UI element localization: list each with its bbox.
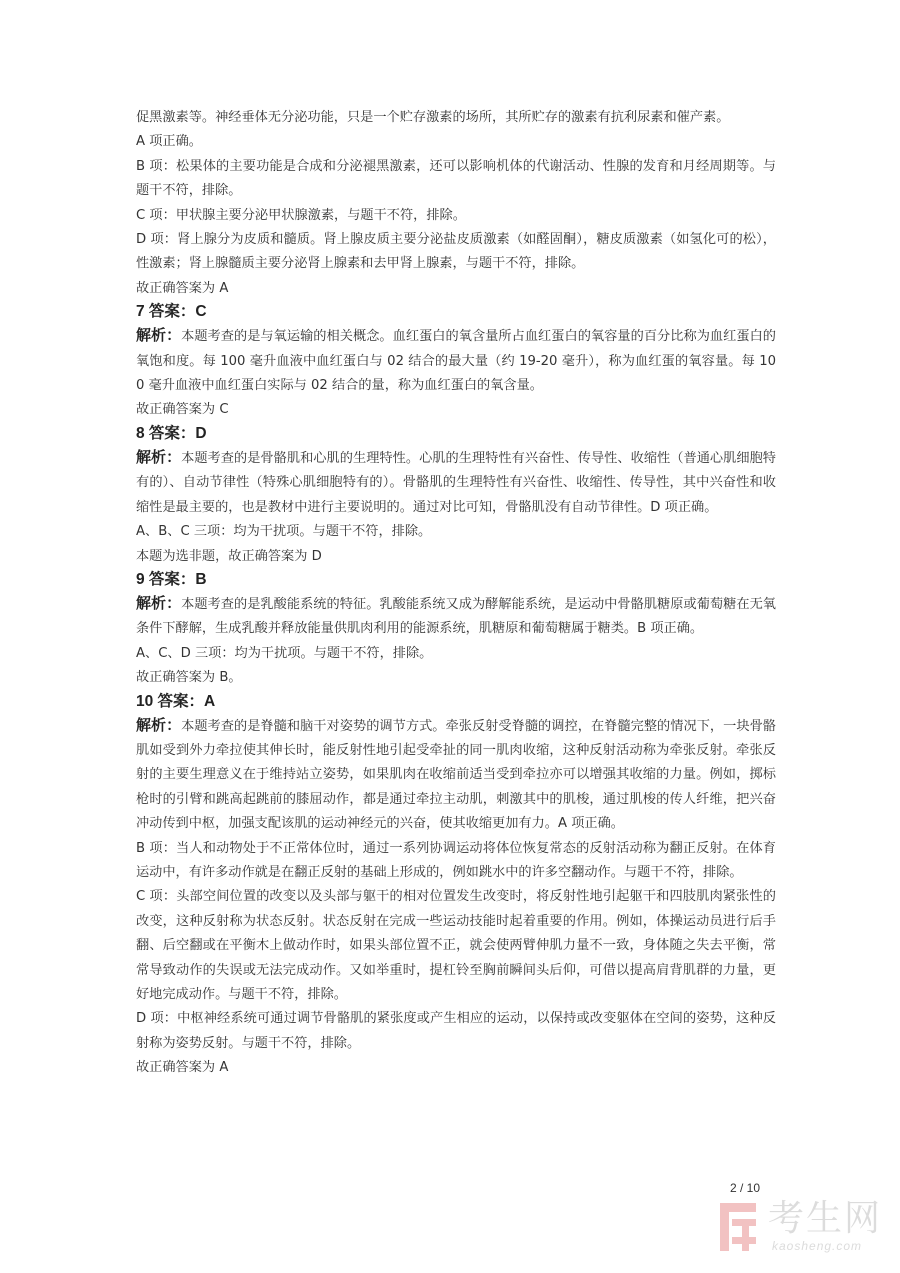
text-paragraph: 故正确答案为 A	[136, 1060, 229, 1076]
analysis-paragraph	[136, 445, 776, 520]
answer-heading: 9 答案：B	[136, 570, 207, 588]
text-paragraph: 故正确答案为 A	[136, 280, 229, 296]
watermark-text: 考生网	[768, 1198, 883, 1239]
analysis-text: 本题考查的是骨骼肌和心肌的生理特性。心肌的生理特性有兴奋性、传导性、收缩性（普通心肌细胞特有的）、自动节律性（特殊心肌细胞特有的）。骨骼肌的生理特性有兴奋性、收缩性、传导性，其中兴奋性和收缩性是最主要的，也是教材中进行主要说明的。通过对比可知，骨骼肌没有自动节律性。D 项正确。	[136, 450, 776, 515]
watermark-url: kaosheng.com	[772, 1239, 863, 1253]
text-paragraph: B 项：松果体的主要功能是合成和分泌褪黑激素，还可以影响机体的代谢活动、性腺的发育和月经周期等。与题干不符，排除。	[136, 158, 776, 199]
answer-heading: 8 答案：D	[136, 424, 207, 442]
analysis-label: 解析：	[136, 593, 182, 612]
text-paragraph: B 项：当人和动物处于不正常体位时，通过一系列协调运动将体位恢复常态的反射活动称为翻正反射。在体育运动中，有许多动作就是在翻正反射的基础上形成的，例如跳水中的许多空翻动作。与题干不符，排除。	[136, 840, 776, 880]
analysis-label: 解析：	[136, 447, 182, 466]
text-paragraph: 故正确答案为 B。	[136, 670, 242, 686]
text-paragraph: 故正确答案为 C	[136, 402, 229, 418]
analysis-paragraph	[136, 591, 776, 642]
analysis-text: 本题考查的是脊髓和脑干对姿势的调节方式。牵张反射受脊髓的调控，在脊髓完整的情况下，一块骨骼肌如受到外力牵拉使其伸长时，能反射性地引起受牵扯的同一肌肉收缩，这种反射活动称为牵张反射。牵张反射的主要生理意义在于维持站立姿势，如果肌肉在收缩前适当受到牵拉亦可以增强其收缩的力量。例如，掷标枪时的引臂和跳高起跳前的膝屈动作，都是通过牵拉主动肌，刺激其中的肌梭，通过肌梭的传人纤维，把兴奋冲动传到中枢，加强支配该肌的运动神经元的兴奋，使其收缩更加有力。A 项正确。	[136, 718, 776, 832]
analysis-text: 本题考查的是乳酸能系统的特征。乳酸能系统又成为酵解能系统，是运动中骨骼肌糖原或葡萄糖在无氧条件下酵解，生成乳酸并释放能量供肌肉利用的能源系统，肌糖原和葡萄糖属于糖类。B 项正确。	[136, 596, 776, 637]
text-paragraph: C 项：头部空间位置的改变以及头部与躯干的相对位置发生改变时，将反射性地引起躯干和四肢肌肉紧张性的改变，这种反射称为状态反射。状态反射在完成一些运动技能时起着重要的作用。例如，体操运动员进行后手翻、后空翻或在平衡木上做动作时，如果头部位置不正，就会使两臂伸肌力量不一致，身体随之失去平衡，常常导致动作的失误或无法完成动作。又如举重时，提杠铃至胸前瞬间头后仰，可借以提高肩背肌群的力量，更好地完成动作。与题干不符，排除。	[136, 889, 776, 1002]
text-paragraph: A、B、C 三项：均为干扰项。与题干不符，排除。	[136, 524, 432, 540]
text-paragraph: C 项：甲状腺主要分泌甲状腺激素，与题干不符，排除。	[136, 207, 466, 223]
text-paragraph: A、C、D 三项：均为干扰项。与题干不符，排除。	[136, 645, 433, 661]
text-paragraph: 本题为选非题，故正确答案为 D	[136, 548, 322, 564]
answer-heading: 10 答案：A	[136, 692, 216, 710]
analysis-text: 本题考查的是与氧运输的相关概念。血红蛋白的氧含量所占血红蛋白的氧容量的百分比称为血红蛋白的氧饱和度。每 100 毫升血液中血红蛋白与 02 结合的最大量（约 19-20 毫升），称为血红蛋的氧容量。每 100 毫升血液中血红蛋白实际与 02 结合的量，称为血红蛋白的氧含量。	[136, 329, 776, 394]
analysis-paragraph	[136, 713, 776, 837]
analysis-label: 解析：	[136, 326, 182, 345]
document-body	[136, 106, 776, 1081]
text-paragraph: D 项：肾上腺分为皮质和髓质。肾上腺皮质主要分泌盐皮质激素（如醛固酮），糖皮质激素（如氢化可的松），性激素；肾上腺髓质主要分泌肾上腺素和去甲肾上腺素，与题干不符，排除。	[136, 232, 776, 272]
analysis-label: 解析：	[136, 715, 182, 734]
text-paragraph: D 项：中枢神经系统可通过调节骨骼肌的紧张度或产生相应的运动，以保持或改变躯体在空间的姿势，这种反射称为姿势反射。与题干不符，排除。	[136, 1011, 776, 1051]
kaosheng-logo-icon	[718, 1199, 762, 1255]
answer-heading: 7 答案：C	[136, 303, 207, 321]
page-number: 2 / 10	[730, 1181, 761, 1195]
text-paragraph: 促黑激素等。神经垂体无分泌功能，只是一个贮存激素的场所，其所贮存的激素有抗利尿素和催产素。	[136, 110, 730, 125]
analysis-paragraph	[136, 323, 776, 398]
watermark-logo	[718, 1197, 888, 1261]
text-paragraph: A 项正确。	[136, 134, 202, 150]
